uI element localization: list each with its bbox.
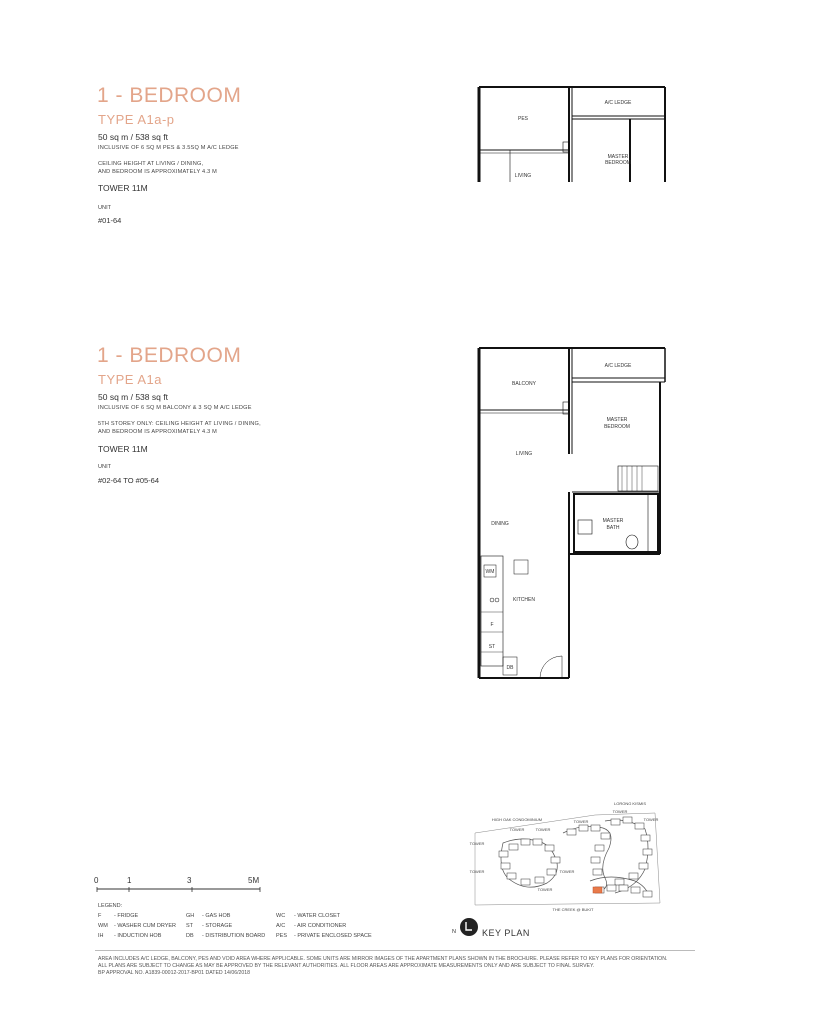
unit2-unit-label: UNIT (98, 464, 112, 470)
legend-desc: - WATER CLOSET (294, 913, 341, 919)
disclaimer-line2: ALL PLANS ARE SUBJECT TO CHANGE AS MAY BE APPROVED BY THE RELEVANT AUTHORITIES. ALL FLOOR AREAS ARE APPROXIMATE MEASUREMENTS ONLY AND ARE SUBJECT TO FINAL SURVEY. (98, 963, 595, 969)
unit1-label-living: LIVING (514, 173, 532, 179)
key-label-creek: THE CREEK @ BUKIT (552, 907, 594, 912)
key-plan-highlight (593, 887, 602, 893)
unit2-label-kitchen: KITCHEN (513, 597, 535, 603)
unit1-label-ac-ledge: A/C LEDGE (604, 100, 632, 106)
key-plan-map (455, 793, 675, 923)
key-label-tower: TOWER (537, 887, 553, 892)
unit1-type: TYPE A1a-p (98, 112, 175, 127)
legend-desc: - FRIDGE (114, 913, 139, 919)
legend-desc: - GAS HOB (202, 913, 231, 919)
disclaimer-line1: AREA INCLUDES A/C LEDGE, BALCONY, PES AND VOID AREA WHERE APPLICABLE. SOME UNITS ARE MIRROR IMAGES OF THE APARTMENT PLANS SHOWN IN THE BROCHURE. PLEASE REFER TO KEY PLANS FOR ORIENTATION. (98, 956, 668, 962)
unit2-tower: TOWER 11M (98, 444, 148, 454)
key-plan-label: KEY PLAN (482, 928, 530, 938)
legend-desc: - AIR CONDITIONER (294, 923, 347, 929)
scale-bar (95, 887, 265, 895)
unit2-label-st: ST (488, 644, 496, 650)
unit2-title: 1 - BEDROOM (97, 344, 242, 367)
legend-desc: - STORAGE (202, 923, 233, 929)
legend-code: WM (98, 923, 108, 929)
key-label-tower: TOWER (509, 827, 525, 832)
unit1-unit-value: #01-64 (98, 216, 122, 225)
unit1-label-bedroom: BEDROOM (605, 160, 631, 166)
scale-tick-0: 0 (94, 876, 99, 885)
north-arrow-icon (459, 917, 479, 937)
unit2-label-bedroom: BEDROOM (604, 424, 630, 430)
legend-code: WC (276, 913, 286, 919)
key-label-tower: TOWER (469, 869, 485, 874)
key-label-tower: TOWER (643, 817, 659, 822)
unit2-ceiling-line1: 5TH STOREY ONLY: CEILING HEIGHT AT LIVING / DINING, (98, 421, 261, 427)
legend-desc: - PRIVATE ENCLOSED SPACE (294, 933, 372, 939)
unit2-label-balcony: BALCONY (512, 381, 536, 387)
key-label-tower: TOWER (612, 809, 628, 814)
unit2-inclusive: INCLUSIVE OF 6 SQ M BALCONY & 3 SQ M A/C LEDGE (98, 405, 252, 411)
legend-code: IH (98, 933, 104, 939)
unit1-area: 50 sq m / 538 sq ft (98, 132, 168, 142)
unit2-floor-plan (470, 342, 670, 682)
key-label-tower: TOWER (573, 819, 589, 824)
unit1-label-pes: PES (517, 116, 529, 122)
disclaimer-line3: BP APPROVAL NO. A1839-00012-2017-BP01 DATED 14/06/2018 (98, 970, 251, 976)
unit1-ceiling-line1: CEILING HEIGHT AT LIVING / DINING, (98, 161, 204, 167)
unit1-inclusive: INCLUSIVE OF 6 SQ M PES & 3.5SQ M A/C LEDGE (98, 145, 239, 151)
legend-code: GH (186, 913, 195, 919)
unit1-unit-label: UNIT (98, 205, 112, 211)
footer-divider (95, 950, 695, 951)
legend-code: ST (186, 923, 194, 929)
legend-title: LEGEND: (98, 903, 123, 909)
legend-code: PES (276, 933, 288, 939)
unit1-tower: TOWER 11M (98, 183, 148, 193)
unit2-area: 50 sq m / 538 sq ft (98, 392, 168, 402)
north-label: N (452, 929, 456, 935)
legend-desc: - WASHER CUM DRYER (114, 923, 177, 929)
unit2-label-dining: DINING (491, 521, 509, 527)
unit2-label-living: LIVING (515, 451, 533, 457)
unit2-label-wm: WM (485, 569, 495, 575)
key-label-highoak: HIGH OAK CONDOMINIUM (491, 817, 543, 822)
unit2-label-master-bath-2: BATH (606, 525, 620, 531)
key-label-tower: TOWER (559, 869, 575, 874)
scale-tick-1: 1 (127, 876, 132, 885)
unit2-label-master: MASTER (606, 417, 628, 423)
key-label-lorong: LORONG KISMIS (613, 801, 647, 806)
legend-code: A/C (276, 923, 286, 929)
scale-tick-5: 5M (248, 876, 260, 885)
legend-code: DB (186, 933, 194, 939)
legend-desc: - DISTRIBUTION BOARD (202, 933, 266, 939)
unit1-label-master: MASTER (607, 154, 629, 160)
unit2-label-db: DB (506, 665, 514, 671)
unit2-unit-value: #02-64 TO #05-64 (98, 476, 160, 485)
unit1-title: 1 - BEDROOM (97, 84, 242, 107)
unit2-ceiling-line2: AND BEDROOM IS APPROXIMATELY 4.3 M (98, 429, 218, 435)
unit1-floor-plan (470, 82, 670, 187)
unit2-label-f: F (490, 622, 494, 628)
legend-desc: - INDUCTION HOB (114, 933, 162, 939)
unit1-ceiling-line2: AND BEDROOM IS APPROXIMATELY 4.3 M (98, 169, 218, 175)
legend-code: F (98, 913, 102, 919)
unit2-type: TYPE A1a (98, 372, 162, 387)
scale-tick-3: 3 (187, 876, 192, 885)
unit2-label-ac-ledge: A/C LEDGE (604, 363, 632, 369)
key-label-tower: TOWER (535, 827, 551, 832)
key-label-tower: TOWER (469, 841, 485, 846)
unit2-label-master-bath-1: MASTER (602, 518, 624, 524)
